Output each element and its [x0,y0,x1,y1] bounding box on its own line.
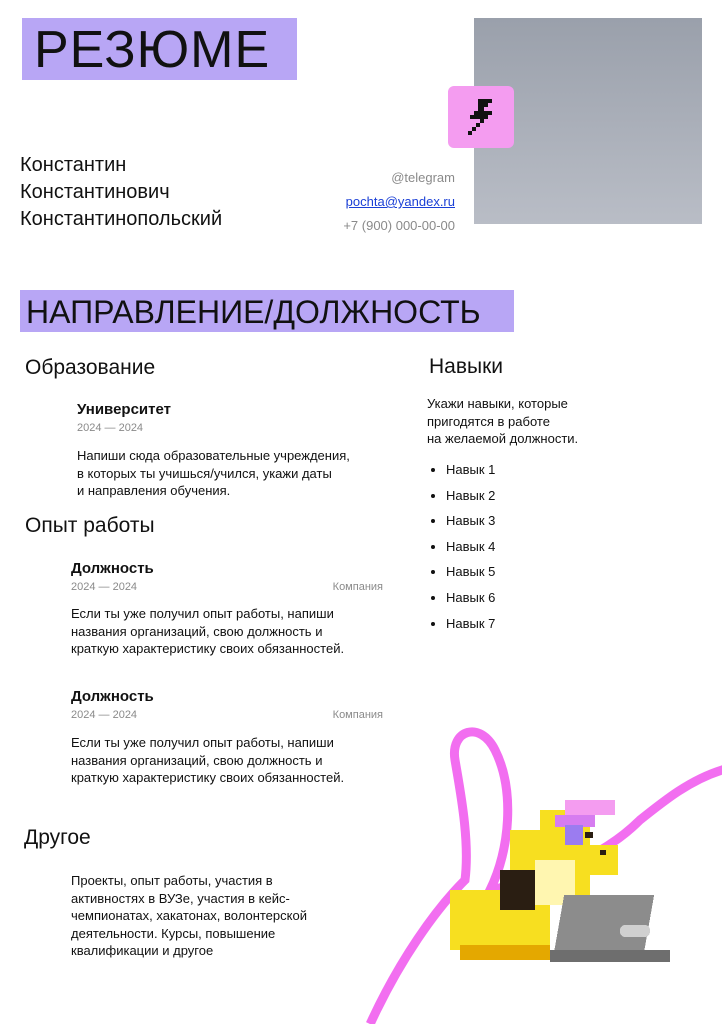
skills-intro-line: на желаемой должности. [427,431,579,446]
job-title: Должность [71,560,154,577]
phone-number[interactable]: +7 (900) 000-00-00 [343,218,455,233]
position-title: НАПРАВЛЕНИЕ/ДОЛЖНОСТЬ [20,290,514,332]
job-company: Компания [332,581,383,593]
job-company: Компания [332,709,383,721]
other-line: чемпионатах, хакатонах, волонтерской [71,908,307,923]
other-line: деятельности. Курсы, повышение [71,925,276,941]
first-name: Константин [20,154,127,176]
job-title: Должность [71,688,154,705]
resume-title: РЕЗЮМЕ [22,18,297,80]
other-line: активностях в ВУЗе, участия в кейс- [71,890,290,906]
skill-item: • Навык 5 [446,564,495,590]
lightning-icon [448,86,514,148]
education-years: 2024 — 2024 [77,422,144,434]
skills-intro-line: пригодятся в работе [427,413,550,429]
pixel-dino-laptop-illustration [360,720,722,1024]
telegram-handle[interactable]: @telegram [391,170,455,185]
skills-intro-line: Укажи навыки, которые [427,396,568,411]
job-years: 2024 — 2024 [71,709,138,721]
education-description [77,447,350,500]
education-heading: Образование [25,356,156,379]
job-description [71,734,344,787]
skill-item: • Навык 3 [446,513,495,539]
skills-heading: Навыки [429,355,504,378]
skill-item: • Навык 2 [446,488,495,514]
education-line: в которых ты учишься/учился, укажи даты [77,465,332,481]
job-line: названия организаций, свою должность и [71,623,323,639]
job-line: Если ты уже получил опыт работы, напиши [71,735,334,750]
job-line: названия организаций, свою должность и [71,752,323,768]
education-title: Университет [77,401,171,418]
education-line: Напиши сюда образовательные учреждения, [77,448,350,463]
skill-item: • Навык 1 [446,462,495,488]
experience-heading: Опыт работы [25,514,155,537]
job-years: 2024 — 2024 [71,581,138,593]
skill-item: • Навык 7 [446,616,495,642]
job-line: краткую характеристику своих обязанностей. [71,641,345,656]
other-line: квалификации и другое [71,943,214,958]
job-line: краткую характеристику своих обязанностей. [71,770,345,785]
other-heading: Другое [24,826,91,849]
job-line: Если ты уже получил опыт работы, напиши [71,606,334,621]
education-line: и направления обучения. [77,483,231,498]
job-description [71,605,344,658]
other-line: Проекты, опыт работы, участия в [71,873,273,888]
skills-intro [427,395,578,448]
full-name [20,152,222,233]
skill-item: • Навык 6 [446,590,495,616]
skills-list [428,462,495,641]
other-description [71,872,307,960]
last-name: Константинопольский [20,208,223,230]
contacts [300,166,455,238]
email-link[interactable]: pochta@yandex.ru [345,194,455,209]
skill-item: • Навык 4 [446,539,495,565]
patronymic: Константинович [20,181,170,203]
laptop [550,895,670,962]
